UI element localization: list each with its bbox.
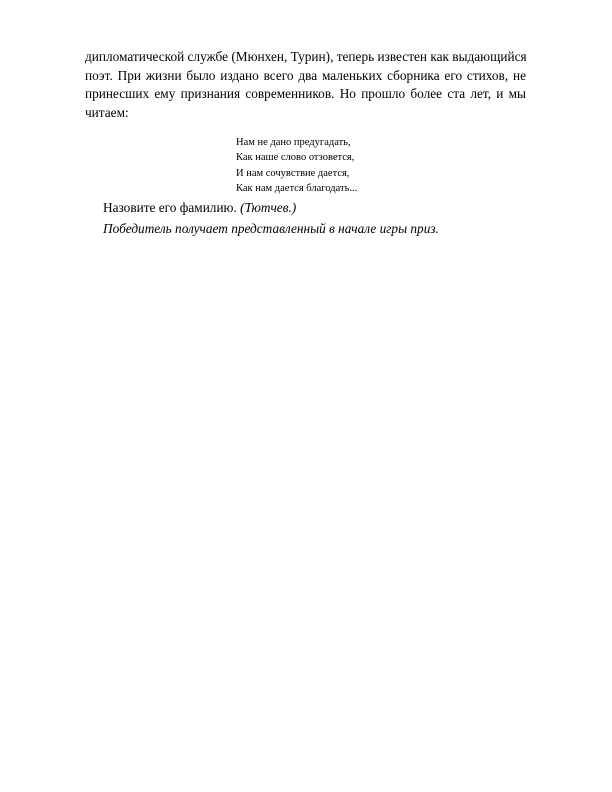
- paragraph-line: поэт. При жизни было издано всего два маленьких сборника его стихов, не: [85, 67, 526, 83]
- poem-line: И нам сочувствие дается,: [236, 167, 350, 179]
- paragraph-line: читаем:: [85, 104, 129, 120]
- paragraph-line: дипломатической службе (Мюнхен, Турин), теперь известен как выдающийся: [85, 49, 527, 64]
- question-line: [103, 199, 296, 217]
- question-text: Назовите его фамилию.: [103, 200, 241, 215]
- winner-line: Победитель получает представленный в начале игры приз.: [103, 221, 439, 236]
- poem-line: Нам не дано предугадать,: [236, 137, 351, 148]
- poem-quote: [236, 135, 357, 197]
- paragraph-line: принесших ему признания современников. Но прошло более ста лет, и мы: [85, 86, 526, 102]
- poem-line: Как нам дается благодать...: [236, 183, 358, 195]
- intro-paragraph: [85, 48, 526, 122]
- answer-text: (Тютчев.): [240, 200, 297, 215]
- poem-line: Как наше слово отзовется,: [236, 152, 355, 164]
